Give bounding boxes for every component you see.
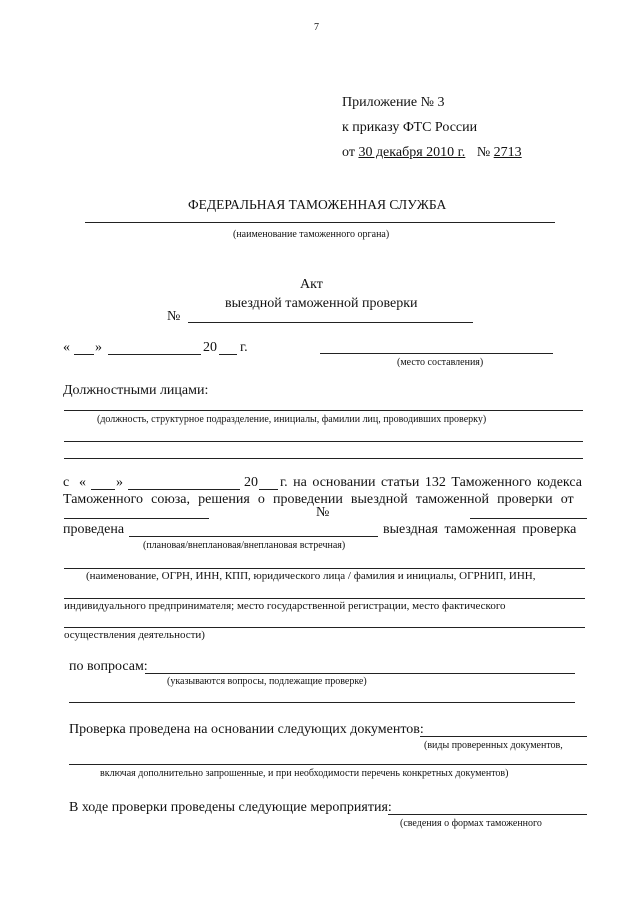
questions-line-2	[69, 702, 575, 703]
period-year: 20	[244, 475, 258, 490]
questions-label: по вопросам:	[69, 659, 148, 674]
period-line1-rest: г. на основании статьи 132 Таможенного кодекса	[280, 475, 582, 490]
period-quote-open: «	[79, 475, 86, 490]
conducted-suffix: выездная таможенная проверка	[383, 522, 577, 537]
period-year-line	[259, 489, 278, 490]
measures-label: В ходе проверки проведены следующие мероприятия:	[69, 800, 392, 815]
appendix-num: 2713	[493, 145, 522, 160]
appendix-num-label: №	[476, 145, 491, 160]
entity-line-1	[64, 568, 585, 569]
questions-hint: (указываются вопросы, подлежащие проверке)	[167, 676, 367, 687]
conducted-type-line	[129, 536, 378, 537]
conducted-hint: (плановая/внеплановая/внеплановая встречная)	[143, 540, 346, 551]
documents-hint-2: включая дополнительно запрошенные, и при необходимости перечень конкретных документов)	[100, 768, 509, 779]
documents-line-1	[420, 736, 587, 737]
act-number-label: №	[167, 309, 181, 324]
date-month-line	[108, 354, 201, 355]
decision-num-label: №	[316, 505, 330, 520]
entity-hint-3: осуществления деятельности)	[64, 629, 205, 641]
act-subtitle: выездной таможенной проверки	[225, 296, 418, 311]
act-title: Акт	[300, 277, 323, 292]
conducted-label: проведена	[63, 522, 125, 537]
appendix-from-label: от	[342, 145, 355, 160]
decision-date-line	[64, 518, 209, 519]
agency-line	[85, 222, 555, 223]
date-quote-close: »	[95, 340, 102, 355]
documents-hint-1: (виды проверенных документов,	[424, 740, 563, 751]
date-year-suffix: г.	[240, 340, 248, 355]
appendix-title: Приложение № 3	[342, 95, 445, 110]
entity-hint-2: индивидуального предпринимателя; место государственной регистрации, место фактического	[64, 600, 506, 612]
entity-line-2	[64, 598, 585, 599]
officials-hint: (должность, структурное подразделение, инициалы, фамилии лиц, проводивших проверку)	[97, 414, 487, 425]
date-year-line	[219, 354, 237, 355]
officials-line-3	[64, 458, 583, 459]
place-line	[320, 353, 553, 354]
appendix-date-line	[342, 145, 536, 161]
questions-line-1	[145, 673, 575, 674]
appendix-order: к приказу ФТС России	[342, 120, 478, 135]
period-s: с	[63, 475, 70, 490]
date-day-line	[74, 354, 94, 355]
measures-hint: (сведения о формах таможенного	[400, 818, 542, 829]
documents-label: Проверка проведена на основании следующих документов:	[69, 722, 424, 737]
documents-line-2	[69, 764, 587, 765]
decision-num-line	[470, 518, 587, 519]
act-number-line	[188, 322, 473, 323]
appendix-date: 30 декабря 2010 г.	[358, 145, 466, 160]
measures-line-1	[388, 814, 587, 815]
officials-line-1	[64, 410, 583, 411]
officials-label: Должностными лицами:	[63, 383, 209, 398]
officials-line-2	[64, 441, 583, 442]
entity-hint-1: (наименование, ОГРН, ИНН, КПП, юридического лица / фамилия и инициалы, ОГРНИП, ИНН,	[86, 570, 536, 582]
period-quote-close: »	[116, 475, 123, 490]
period-line2: Таможенного союза, решения о проведении выездной таможенной проверки от	[63, 492, 574, 507]
entity-line-3	[64, 627, 585, 628]
page-number: 7	[314, 22, 319, 33]
date-quote-open: «	[63, 340, 70, 355]
agency-name: ФЕДЕРАЛЬНАЯ ТАМОЖЕННАЯ СЛУЖБА	[188, 197, 447, 212]
place-hint: (место составления)	[397, 357, 484, 368]
period-day-line	[91, 489, 115, 490]
period-month-line	[128, 489, 240, 490]
date-year-prefix: 20	[203, 340, 217, 355]
agency-hint: (наименование таможенного органа)	[233, 229, 390, 240]
